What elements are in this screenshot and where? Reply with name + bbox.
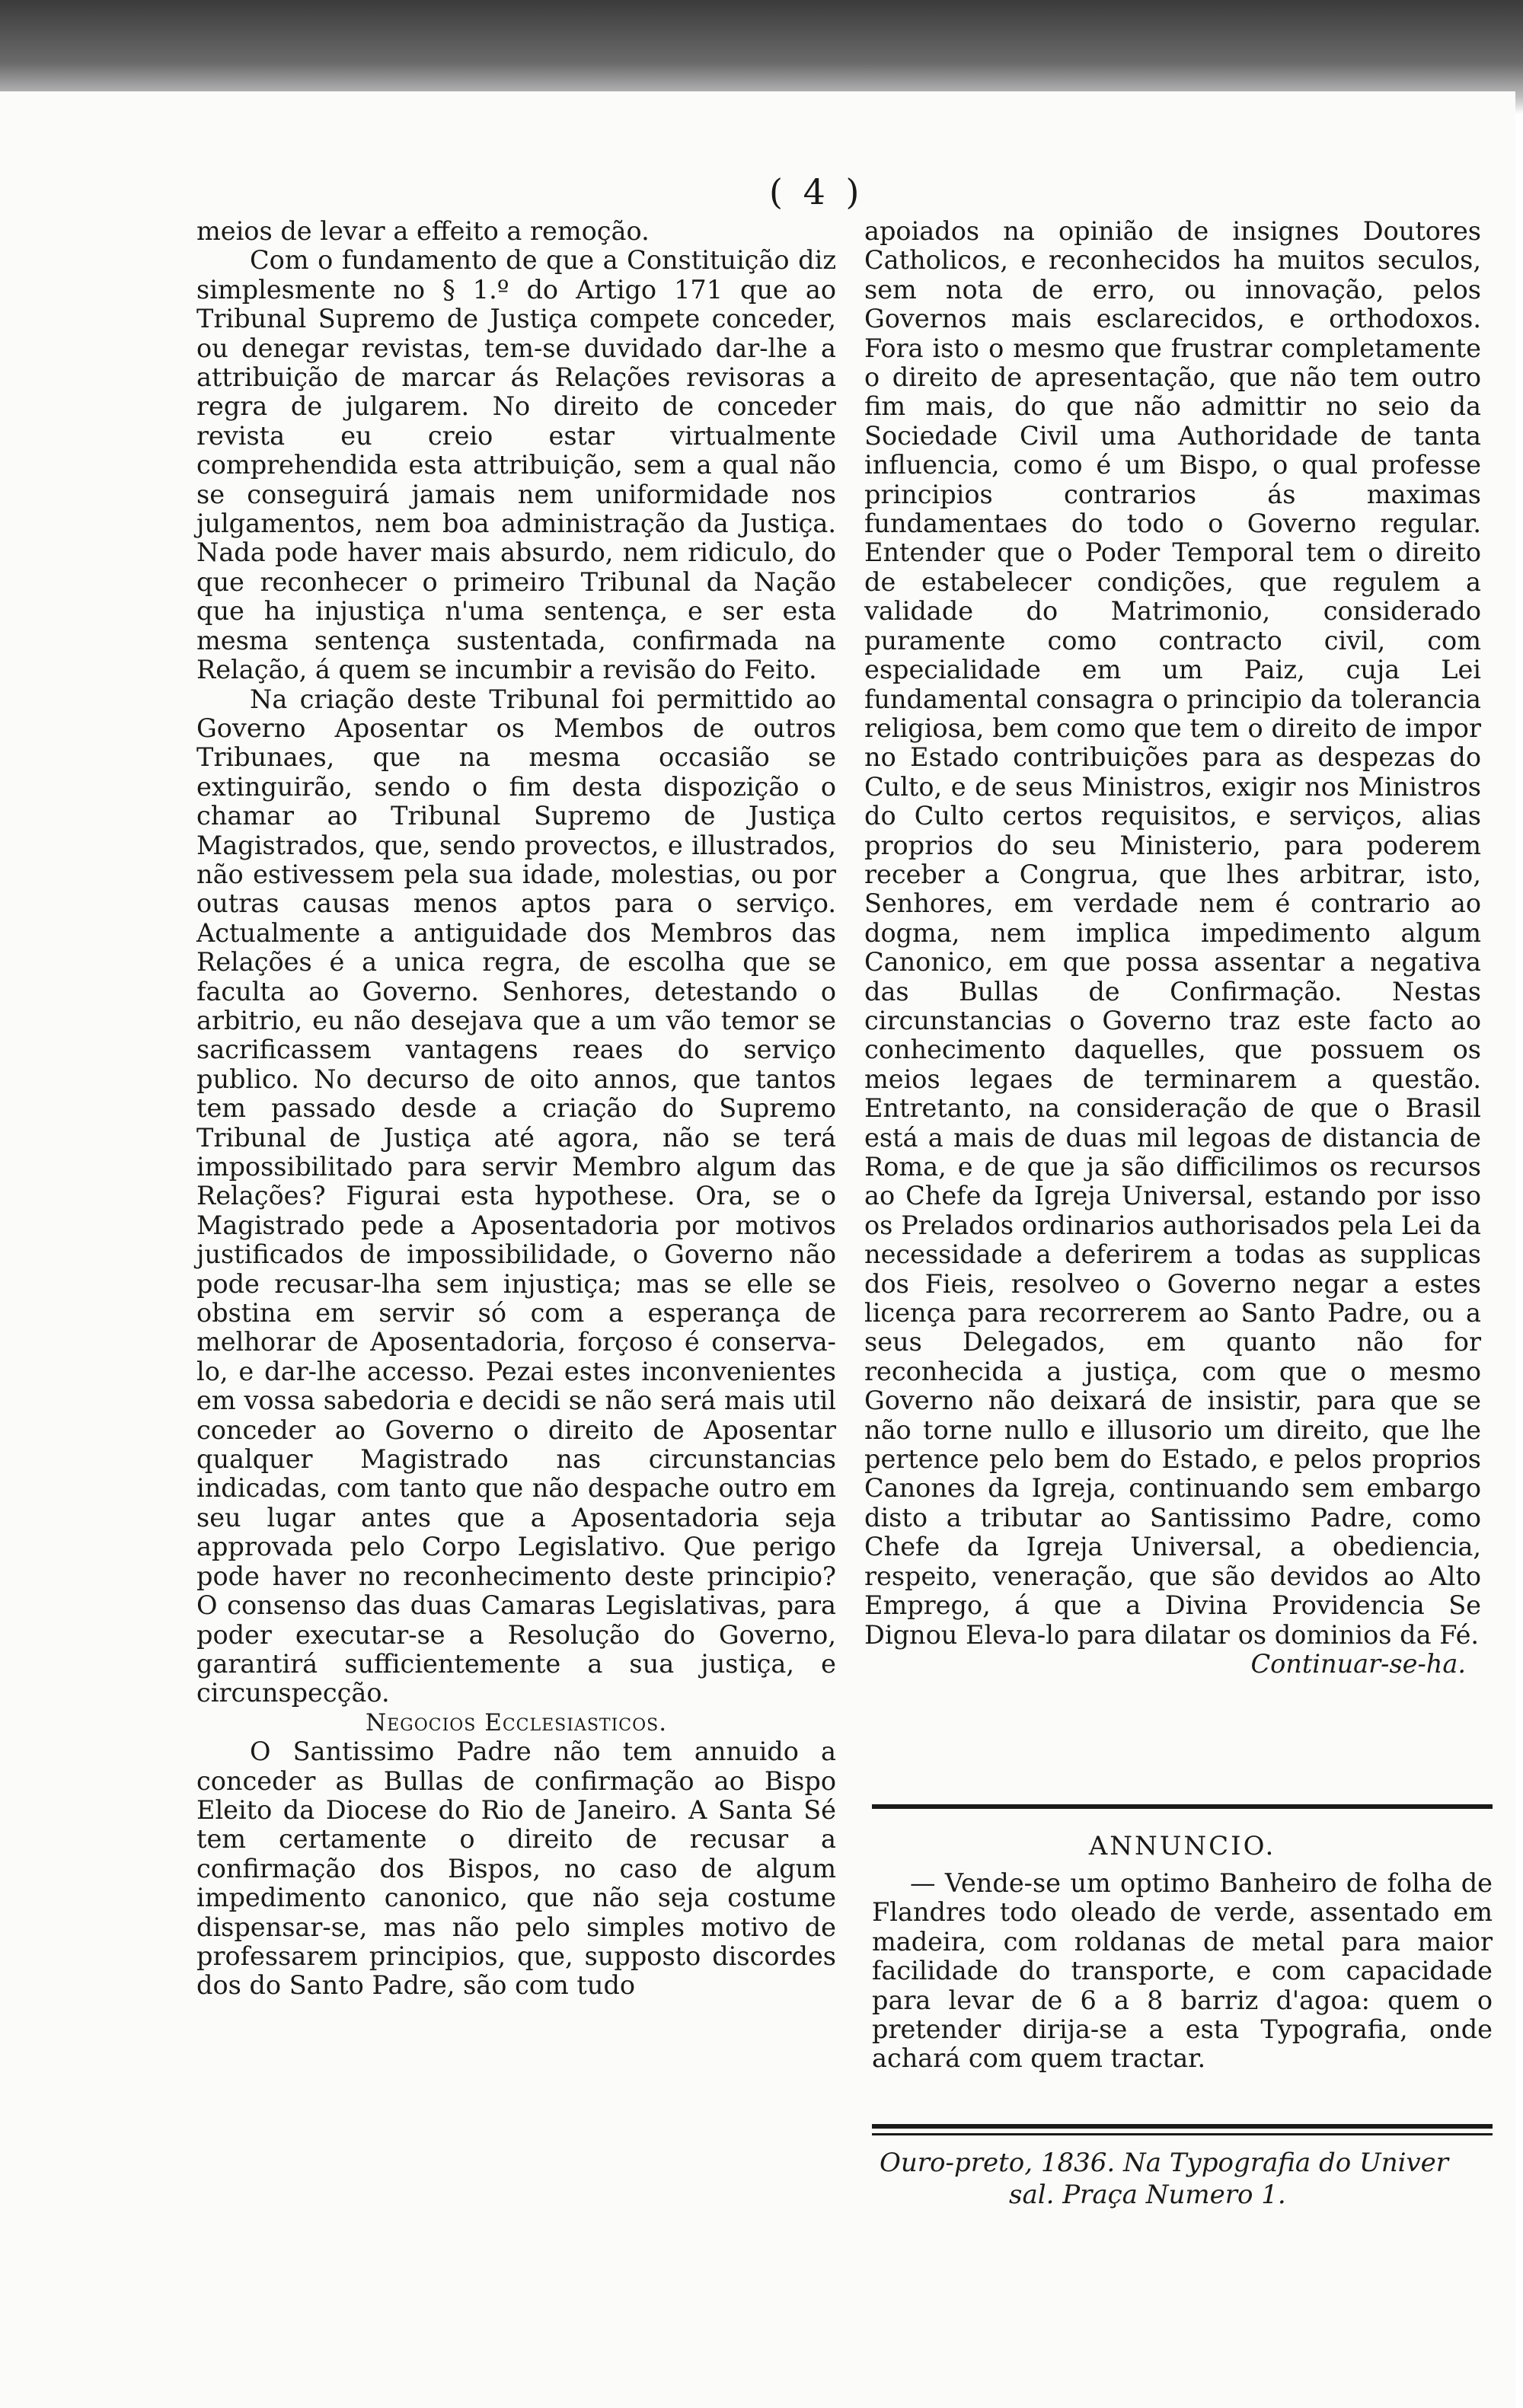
divider-rule-thin (872, 2133, 1493, 2135)
page-number: ( 4 ) (769, 171, 864, 212)
imprint (880, 2147, 1489, 2211)
divider-rule (872, 2124, 1493, 2129)
paragraph: meios de levar a effeito a remoção. (196, 216, 650, 246)
paragraph: apoiados na opinião de insignes Doutores Catholicos, e reconhecidos ha muitos seculos, sem nota de erro, ou innovação, pelos Governos mais esclarecidos, e orthodoxos. Fora isto o mesmo que frustrar completamente o direito de apresentação, que não tem outro fim mais, do que não admittir no seio da Sociedade Civil uma Authoridade de tanta influencia, como é um Bispo, o qual professe principios contrarios ás maximas fundamentaes do todo o Governo regular. Entender que o Poder Temporal tem o direito de estabelecer condições, que regulem a validade do Matrimonio, considerado puramente como contracto civil, com especialidade em um Paiz, cuja Lei fundamental consagra o principio da tolerancia religiosa, bem como que tem o direito de impor no Estado contribuições para as despezas do Culto, e de seus Ministros, exigir nos Ministros do Culto certos requisitos, e serviços, alias proprios do seu Ministerio, para poderem receber a Congrua, que lhes arbitrar, isto, Senhores, em verdade nem é contrario ao dogma, nem implica impedimento algum Canonico, em que possa assentar a negativa das Bullas de Confirmação. Nestas circunstancias o Governo traz este facto ao conhecimento daquelles, que possuem os meios legaes de terminarem a questão. Entretanto, na consideração de que o Brasil está a mais de duas mil legoas de distancia de Roma, e de que ja são difficilimos os recursos ao Chefe da Igreja Universal, estando por isso os Prelados ordinarios authorisados pela Lei da necessidade a deferirem a todas as supplicas dos Fieis, resolveo o Governo negar a estes licença para recorrerem ao Santo Padre, ou a seus Delegados, em quanto não for reconhecida a justiça, com que o mesmo Governo não deixará de insistir, para que se não torne nullo e illusorio um direito, que lhe pertence pelo bem do Estado, e pelos proprios Canones da Igreja, continuando sem embargo disto a tributar ao Santissimo Padre, como Chefe da Igreja Universal, a obediencia, respeito, veneração, que são devidos ao Alto Emprego, á que a Divina Providencia Se Dignou Eleva-lo para dilatar os dominios da Fé. (864, 216, 1481, 1650)
annuncio-body: — Vende-se um optimo Banheiro de folha de Flandres todo oleado de verde, assentado em madeira, com roldanas de metal para maior facilidade do transporte, e com capacidade para levar de 6 a 8 barriz d'agoa: quem o pretender dirija-se a esta Typografia, onde achará com quem tractar. (872, 1868, 1493, 2074)
left-column (196, 217, 836, 2001)
imprint-line-2: sal. Praça Numero 1. (1009, 2180, 1286, 2210)
paragraph: Com o fundamento de que a Constituição diz simplesmente no § 1.º do Artigo 171 que ao Tribunal Supremo de Justiça compete conceder, ou denegar revistas, tem-se duvidado dar-lhe a attribuição de marcar ás Relações revisoras a regra de julgarem. No direito de conceder revista eu creio estar virtualmente comprehendida esta attribuição, sem a qual não se conseguirá jamais nem uniformidade nos julgamentos, nem boa administração da Justiça. Nada pode haver mais absurdo, nem ridiculo, do que reconhecer o primeiro Tribunal da Nação que ha injustiça n'uma sentença, e ser esta mesma sentença sustentada, confirmada na Relação, á quem se incumbir a revisão do Feito. (196, 245, 836, 685)
continuation-note: Continuar-se-ha. (1250, 1648, 1466, 1679)
imprint-line-1: Ouro-preto, 1836. Na Typografia do Univer (880, 2148, 1449, 2178)
section-heading: Negocios Ecclesiasticos. (365, 1708, 668, 1737)
paragraph: O Santissimo Padre não tem annuido a conceder as Bullas de confirmação ao Bispo Eleito da Diocese do Rio de Janeiro. A Santa Sé tem certamente o direito de recusar a confirmação dos Bispos, no caso de algum impedimento canonico, que não seja costume dispensar-se, mas não pelo simples motivo de professarem principios, que, supposto discordes dos do Santo Padre, são com tudo (196, 1737, 836, 2001)
annuncio-title: ANNUNCIO. (1088, 1831, 1276, 1861)
paragraph: Na criação deste Tribunal foi permittido ao Governo Aposentar os Membos de outros Tribunaes, que na mesma occasião se extinguirão, sendo o fim desta dispozição o chamar ao Tribunal Supremo de Justiça Magistrados, que, sendo provectos, e illustrados, não estivessem pela sua idade, molestias, ou por outras causas menos aptos para o serviço. Actualmente a antiguidade dos Membros das Relações é a unica regra, de escolha que se faculta ao Governo. Senhores, detestando o arbitrio, eu não desejava que a um vão temor se sacrificassem vantagens reaes do serviço publico. No decurso de oito annos, que tantos tem passado desde a criação do Supremo Tribunal de Justiça até agora, não se terá impossibilitado para servir Membro algum das Relações? Figurai esta hypothese. Ora, se o Magistrado pede a Aposentadoria por motivos justificados de impossibilidade, o Governo não pode recusar-lha sem injustiça; mas se elle se obstina em servir só com a esperança de melhorar de Aposentadoria, forçoso é conserva-lo, e dar-lhe accesso. Pezai estes inconvenientes em vossa sabedoria e decidi se não será mais util conceder ao Governo o direito de Aposentar qualquer Magistrado nas circunstancias indicadas, com tanto que não despache outro em seu lugar antes que a Aposentadoria seja approvada pelo Corpo Legislativo. Que perigo pode haver no reconhecimento deste principio? O consenso das duas Camaras Legislativas, para poder executar-se a Resolução do Governo, garantirá sufficientemente a sua justiça, e circunspecção. (196, 684, 836, 1708)
divider-rule (872, 1804, 1493, 1809)
right-column (864, 217, 1481, 1679)
